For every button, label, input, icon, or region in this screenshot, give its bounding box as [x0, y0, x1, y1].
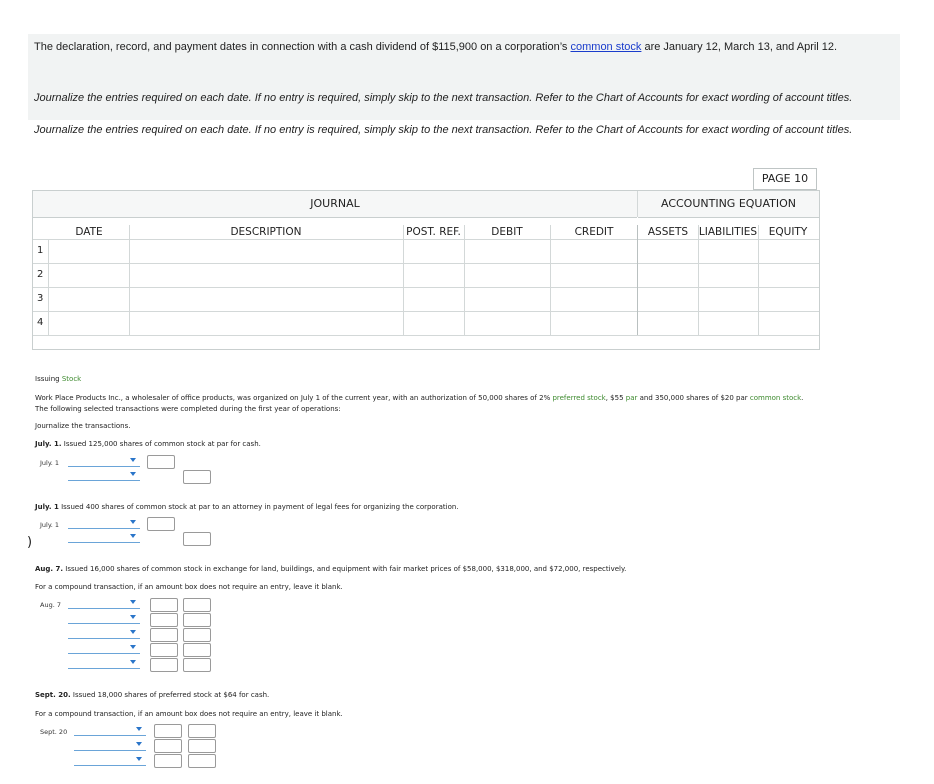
t3-credit-amount-1[interactable] — [183, 598, 211, 612]
intro-text-d: . — [801, 394, 804, 402]
page-label: PAGE 10 — [753, 168, 817, 190]
question-text — [34, 41, 837, 53]
t3-debit-amount-2[interactable] — [150, 613, 178, 627]
t4-credit-amount-3[interactable] — [188, 754, 216, 768]
t1-text — [35, 440, 261, 448]
instruction-text-repeat: Journalize the entries required on each date. If no entry is required, simply skip to the next transaction. Refer to the Chart of Accounts for exact wording of account titles. — [34, 124, 853, 136]
t4-debit-amount-1[interactable] — [154, 724, 182, 738]
row3-description-cell[interactable] — [130, 288, 403, 311]
t1-date-label: July. 1 — [40, 459, 60, 467]
t3-debit-amount-3[interactable] — [150, 628, 178, 642]
t3-credit-amount-5[interactable] — [183, 658, 211, 672]
chevron-down-icon — [130, 534, 136, 538]
t2-description: Issued 400 shares of common stock at par to an attorney in payment of legal fees for organizing the corporation. — [58, 503, 459, 511]
t4-note: For a compound transaction, if an amount box does not require an entry, leave it blank. — [35, 710, 343, 718]
t2-date-label: July. 1 — [40, 521, 60, 529]
t1-head: July. 1. — [35, 440, 62, 448]
t3-date-label: Aug. 7 — [40, 601, 61, 609]
question-text-start: The declaration, record, and payment dates in connection with a cash dividend of $115,900 on a corporation’s — [34, 41, 571, 53]
row-number: 2 — [37, 269, 44, 280]
t3-credit-amount-3[interactable] — [183, 628, 211, 642]
col-equity: EQUITY — [768, 226, 808, 238]
issuing-title — [35, 375, 81, 383]
chevron-down-icon — [130, 615, 136, 619]
row-number: 3 — [37, 293, 44, 304]
common-stock-link-2[interactable]: common stock — [749, 394, 802, 402]
t4-account-select-2[interactable] — [74, 740, 146, 751]
instruction-text: Journalize the entries required on each date. If no entry is required, simply skip to the next transaction. Refer to the Chart of Accounts for exact wording of account titles. — [34, 92, 853, 104]
t1-credit-account-select[interactable] — [68, 470, 140, 481]
t3-account-select-5[interactable] — [68, 658, 140, 669]
col-debit: DEBIT — [491, 226, 523, 238]
chevron-down-icon — [136, 757, 142, 761]
preferred-stock-link[interactable]: preferred stock — [552, 394, 606, 402]
t4-date-label: Sept. 20 — [40, 728, 68, 736]
t2-debit-amount-input[interactable] — [147, 517, 175, 531]
col-date: DATE — [75, 226, 103, 238]
t3-debit-amount-4[interactable] — [150, 643, 178, 657]
intro-text-b: , $55 — [605, 394, 626, 402]
journal-table — [32, 190, 820, 350]
t1-description: Issued 125,000 shares of common stock at par for cash. — [61, 440, 261, 448]
common-stock-link[interactable]: common stock — [570, 41, 642, 53]
t3-account-select-2[interactable] — [68, 613, 140, 624]
t1-debit-amount-input[interactable] — [147, 455, 175, 469]
row2-description-cell[interactable] — [130, 264, 403, 287]
t3-description: Issued 16,000 shares of common stock in exchange for land, buildings, and equipment with fair market prices of $58,000, $318,000, and $72,000, respectively. — [63, 565, 627, 573]
issuing-title-text: Issuing — [35, 375, 62, 383]
intro-text-c: and 350,000 shares of $20 par — [637, 394, 750, 402]
intro-text-a: Work Place Products Inc., a wholesaler of office products, was organized on July 1 of the current year, with an authorization of 50,000 shares of 2% — [35, 394, 553, 402]
col-description: DESCRIPTION — [230, 226, 302, 238]
t4-credit-amount-2[interactable] — [188, 739, 216, 753]
chevron-down-icon — [130, 600, 136, 604]
journal-title: JOURNAL — [33, 191, 637, 218]
col-credit: CREDIT — [574, 226, 614, 238]
row4-description-cell[interactable] — [130, 312, 403, 335]
chevron-down-icon — [130, 660, 136, 664]
row-number: 1 — [37, 245, 44, 256]
t4-debit-amount-3[interactable] — [154, 754, 182, 768]
t3-account-select-4[interactable] — [68, 643, 140, 654]
stock-link[interactable]: Stock — [61, 375, 82, 383]
row1-description-cell[interactable] — [130, 240, 403, 263]
t4-text — [35, 691, 269, 699]
t2-text — [35, 503, 459, 511]
t4-account-select-3[interactable] — [74, 755, 146, 766]
question-text-end: are January 12, March 13, and April 12. — [641, 41, 838, 53]
t4-account-select-1[interactable] — [74, 725, 146, 736]
row1-date-cell[interactable] — [49, 240, 129, 263]
t3-head: Aug. 7. — [35, 565, 64, 573]
t2-credit-account-select[interactable] — [68, 532, 140, 543]
chevron-down-icon — [130, 472, 136, 476]
t3-debit-amount-1[interactable] — [150, 598, 178, 612]
row-number: 4 — [37, 317, 44, 328]
t3-debit-amount-5[interactable] — [150, 658, 178, 672]
par-link[interactable]: par — [625, 394, 638, 402]
chevron-down-icon — [130, 458, 136, 462]
t4-description: Issued 18,000 shares of preferred stock at $64 for cash. — [70, 691, 270, 699]
stray-parenthesis: ) — [27, 535, 33, 550]
t2-head: July. 1 — [35, 503, 59, 511]
t2-credit-amount-input[interactable] — [183, 532, 211, 546]
t1-credit-amount-input[interactable] — [183, 470, 211, 484]
accounting-equation-title: ACCOUNTING EQUATION — [638, 191, 819, 218]
t4-head: Sept. 20. — [35, 691, 71, 699]
t4-debit-amount-2[interactable] — [154, 739, 182, 753]
t4-credit-amount-1[interactable] — [188, 724, 216, 738]
intro-line2: The following selected transactions were completed during the first year of operations: — [35, 405, 341, 413]
t3-credit-amount-2[interactable] — [183, 613, 211, 627]
row3-date-cell[interactable] — [49, 288, 129, 311]
col-assets: ASSETS — [647, 226, 689, 238]
t3-account-select-3[interactable] — [68, 628, 140, 639]
journalize-text: Journalize the transactions. — [35, 422, 131, 430]
t2-debit-account-select[interactable] — [68, 518, 140, 529]
row4-date-cell[interactable] — [49, 312, 129, 335]
issuing-intro — [35, 394, 905, 402]
chevron-down-icon — [136, 742, 142, 746]
chevron-down-icon — [130, 520, 136, 524]
t1-debit-account-select[interactable] — [68, 456, 140, 467]
col-liabilities: LIABILITIES — [698, 226, 758, 238]
col-post-ref: POST. REF. — [406, 226, 461, 238]
t3-credit-amount-4[interactable] — [183, 643, 211, 657]
chevron-down-icon — [130, 630, 136, 634]
chevron-down-icon — [130, 645, 136, 649]
row2-date-cell[interactable] — [49, 264, 129, 287]
t3-note: For a compound transaction, if an amount box does not require an entry, leave it blank. — [35, 583, 343, 591]
t3-account-select-1[interactable] — [68, 598, 140, 609]
chevron-down-icon — [136, 727, 142, 731]
question-banner — [28, 34, 900, 120]
t3-text — [35, 565, 626, 573]
